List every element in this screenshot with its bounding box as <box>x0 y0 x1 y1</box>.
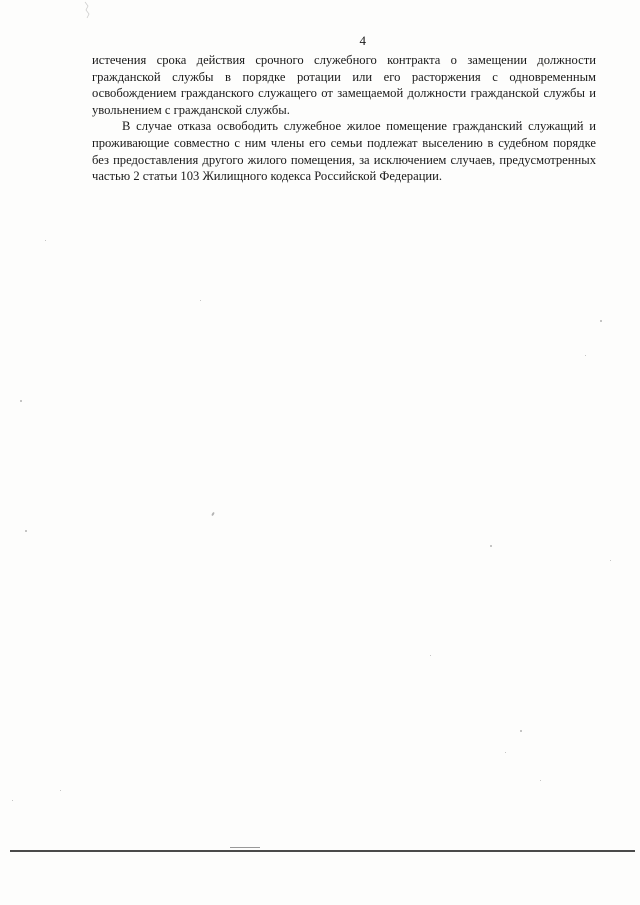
scan-speck <box>45 240 46 241</box>
document-body <box>92 52 596 185</box>
bottom-rule-mark <box>230 847 260 848</box>
scan-speck <box>505 752 506 753</box>
scan-speck <box>211 512 215 516</box>
scan-speck <box>520 730 522 732</box>
scan-artifact-mark <box>82 0 94 22</box>
scan-speck <box>60 790 61 791</box>
scan-speck <box>25 530 27 532</box>
paragraph-eviction: В случае отказа освободить служебное жилое помещение гражданский служащий и проживающие совместно с ним члены его семьи подлежат выселению в судебном порядке без предоставления другого жилого помещения, за исключением случаев, предусмотренных частью 2 статьи 103 Жилищного кодекса Российской Федерации. <box>92 119 596 184</box>
scan-speck <box>430 655 431 656</box>
scan-speck <box>20 400 22 402</box>
scan-speck <box>610 560 611 561</box>
scan-speck <box>200 300 201 301</box>
scan-speck <box>585 355 586 356</box>
bottom-rule <box>10 850 635 852</box>
scan-speck <box>12 800 13 801</box>
scan-speck <box>490 545 492 547</box>
page-number: 4 <box>359 33 367 48</box>
scan-speck <box>600 320 602 322</box>
scan-speck <box>540 780 541 781</box>
paragraph-continuation: истечения срока действия срочного служебного контракта о замещении должности гражданской службы в порядке ротации или его расторжения с одновременным освобождением гражданского служащего от замещаемой должности гражданской службы и увольнением с гражданской службы. <box>92 53 596 117</box>
